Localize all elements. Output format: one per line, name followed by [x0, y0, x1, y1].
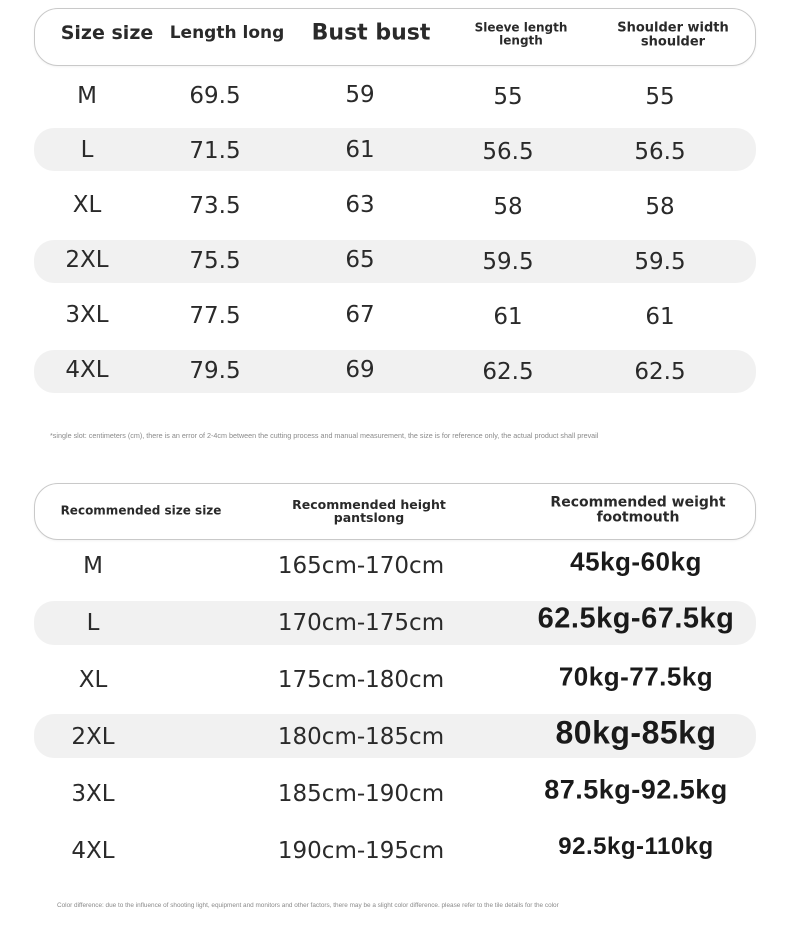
- length-cell: 73.5: [189, 193, 241, 219]
- sleeve-cell: 56.5: [482, 139, 534, 165]
- header-recommended-size: Recommended size size: [60, 503, 222, 518]
- size-cell: XL: [78, 667, 108, 693]
- bust-cell: 61: [345, 137, 375, 163]
- size-cell: 4XL: [71, 838, 115, 864]
- header-bust: Bust bust: [311, 20, 431, 46]
- header-length: Length long: [169, 23, 285, 44]
- shoulder-cell: 61: [645, 304, 675, 330]
- header-shoulder: Shoulder width shoulder: [617, 20, 729, 49]
- sleeve-cell: 58: [493, 194, 523, 220]
- height-cell: 170cm-175cm: [277, 610, 445, 636]
- height-cell: 190cm-195cm: [277, 838, 445, 864]
- weight-cell: 70kg-77.5kg: [558, 661, 714, 692]
- size-cell: XL: [72, 192, 102, 218]
- length-cell: 69.5: [189, 83, 241, 109]
- color-difference-note: Color difference: due to the influence of shooting light, equipment and monitors and other factors, there may be a slight color difference. please refer to the tile details for the color: [57, 902, 559, 909]
- bust-cell: 65: [345, 247, 375, 273]
- weight-cell: 45kg-60kg: [570, 546, 702, 577]
- height-cell: 185cm-190cm: [277, 781, 445, 807]
- size-cell: L: [86, 610, 100, 636]
- weight-cell: 62.5kg-67.5kg: [537, 602, 735, 635]
- sleeve-cell: 55: [493, 84, 523, 110]
- header-recommended-height: Recommended height pantslong: [292, 496, 446, 525]
- bust-cell: 59: [345, 82, 375, 108]
- weight-cell: 87.5kg-92.5kg: [544, 774, 728, 805]
- length-cell: 79.5: [189, 358, 241, 384]
- weight-cell: 92.5kg-110kg: [558, 833, 714, 860]
- bust-cell: 67: [345, 302, 375, 328]
- length-cell: 77.5: [189, 303, 241, 329]
- shoulder-cell: 55: [645, 84, 675, 110]
- shoulder-cell: 59.5: [634, 249, 686, 275]
- size-cell: M: [77, 83, 97, 109]
- size-cell: L: [80, 137, 94, 163]
- weight-cell: 80kg-85kg: [555, 714, 717, 751]
- height-cell: 175cm-180cm: [277, 667, 445, 693]
- size-cell: M: [83, 553, 103, 579]
- length-cell: 75.5: [189, 248, 241, 274]
- measurement-note: *single slot: centimeters (cm), there is an error of 2-4cm between the cutting process and manual measurement, the size is for reference only, the actual product shall prevail: [50, 431, 599, 440]
- header-recommended-weight: Recommended weight footmouth: [550, 494, 726, 525]
- sleeve-cell: 61: [493, 304, 523, 330]
- size-cell: 2XL: [71, 724, 115, 750]
- size-cell: 3XL: [65, 302, 109, 328]
- size-cell: 2XL: [65, 247, 109, 273]
- size-cell: 4XL: [65, 357, 109, 383]
- size-cell: 3XL: [71, 781, 115, 807]
- sleeve-cell: 62.5: [482, 359, 534, 385]
- height-cell: 165cm-170cm: [277, 553, 445, 579]
- sleeve-cell: 59.5: [482, 249, 534, 275]
- shoulder-cell: 58: [645, 194, 675, 220]
- height-cell: 180cm-185cm: [277, 724, 445, 750]
- bust-cell: 63: [345, 192, 375, 218]
- header-size: Size size: [60, 22, 154, 45]
- shoulder-cell: 56.5: [634, 139, 686, 165]
- length-cell: 71.5: [189, 138, 241, 164]
- shoulder-cell: 62.5: [634, 359, 686, 385]
- bust-cell: 69: [345, 357, 375, 383]
- header-sleeve: Sleeve length length: [474, 20, 568, 47]
